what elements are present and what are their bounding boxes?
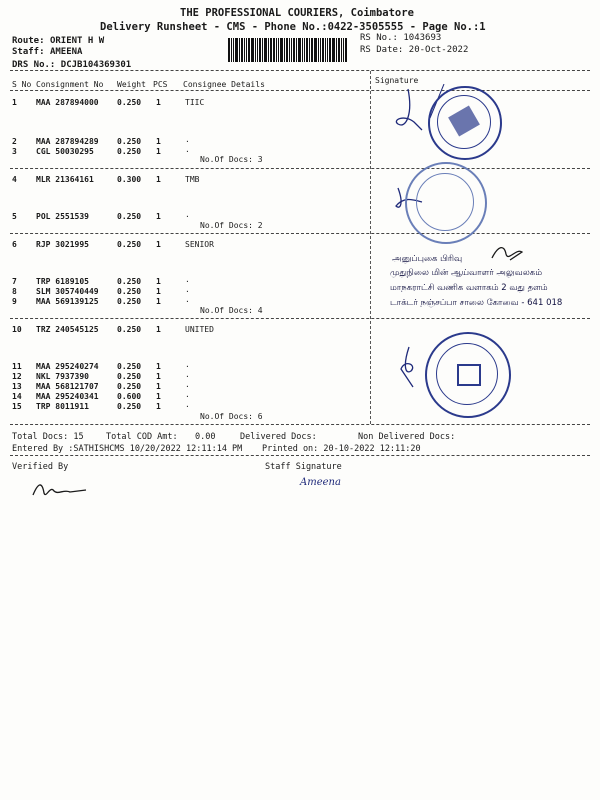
barcode-bar <box>286 38 288 62</box>
consignment-no: MAA 569139125 <box>36 297 99 306</box>
footer-separator <box>10 455 590 456</box>
barcode-bar <box>228 38 230 62</box>
signature-group-4 <box>395 345 425 390</box>
runsheet-subtitle: Delivery Runsheet - CMS - Phone No.:0422-3505555 - Page No.:1 <box>100 21 486 33</box>
sno: 1 <box>12 98 17 107</box>
pcs: 1 <box>156 240 161 249</box>
barcode-bar <box>327 38 328 62</box>
non-delivered-docs: Non Delivered Docs: <box>358 432 456 442</box>
barcode-bar <box>251 38 254 62</box>
barcode-bar <box>293 38 295 62</box>
barcode-bar <box>341 38 342 62</box>
group-separator <box>10 168 590 169</box>
verified-signature <box>30 475 90 501</box>
consignee-name: SENIOR <box>185 240 214 249</box>
barcode-bar <box>244 38 245 62</box>
sno: 14 <box>12 392 22 401</box>
no-of-docs: No.Of Docs: 2 <box>200 221 263 230</box>
delivered-docs: Delivered Docs: <box>240 432 317 442</box>
barcode-bar <box>322 38 324 62</box>
barcode-bar <box>231 38 232 62</box>
barcode-bar <box>336 38 337 62</box>
weight: 0.250 <box>117 325 142 334</box>
entered-by: Entered By :SATHISHCMS 10/20/2022 12:11:14 PM <box>12 444 243 454</box>
barcode-bar <box>311 38 313 62</box>
col-sno: S No <box>12 80 32 89</box>
barcode-bar <box>235 38 238 62</box>
col-consignee: Consignee Details <box>183 80 265 89</box>
pcs: 1 <box>156 277 161 286</box>
sno: 11 <box>12 362 22 371</box>
consignment-no: TRZ 240545125 <box>36 325 99 334</box>
pcs: 1 <box>156 362 161 371</box>
pcs: 1 <box>156 382 161 391</box>
signature-column-divider <box>370 71 371 424</box>
col-consignment: Consignment No <box>36 80 104 89</box>
sno: 15 <box>12 402 22 411</box>
barcode-bar <box>257 38 258 62</box>
consignment-no: MAA 295240341 <box>36 392 99 401</box>
consignee-dot: . <box>185 145 190 154</box>
united-stamp <box>425 332 511 418</box>
rs-no-value: 1043693 <box>403 33 442 43</box>
signature-group-3 <box>488 240 528 266</box>
barcode-bar <box>270 38 272 62</box>
barcode-bar <box>325 38 326 62</box>
sno: 12 <box>12 372 22 381</box>
consignment-no: SLM 305740449 <box>36 287 99 296</box>
no-of-docs: No.Of Docs: 4 <box>200 306 263 315</box>
barcode-bar <box>276 38 277 62</box>
barcode-bar <box>304 38 305 62</box>
consignment-no: POL 2551539 <box>36 212 89 221</box>
drs-value: DCJB104369301 <box>60 60 132 70</box>
weight: 0.250 <box>117 240 142 249</box>
pcs: 1 <box>156 287 161 296</box>
sno: 8 <box>12 287 17 296</box>
pcs: 1 <box>156 402 161 411</box>
barcode-bar <box>248 38 250 62</box>
tiic-stamp <box>428 86 502 160</box>
pcs: 1 <box>156 137 161 146</box>
col-signature: Signature <box>375 76 419 85</box>
sno: 6 <box>12 240 17 249</box>
pcs: 1 <box>156 392 161 401</box>
sno: 7 <box>12 277 17 286</box>
weight: 0.250 <box>117 147 142 156</box>
weight: 0.250 <box>117 362 142 371</box>
consignment-no: RJP 3021995 <box>36 240 89 249</box>
staff-signature-label: Staff Signature <box>265 462 342 472</box>
tamil-stamp-line-4: டாக்டர் நஞ்சப்பா சாலை கோவை - 641 018 <box>390 298 563 308</box>
consignment-no: TRP 8011911 <box>36 402 89 411</box>
pcs: 1 <box>156 297 161 306</box>
rs-no-line: RS No.: 1043693 <box>360 33 442 43</box>
sno: 4 <box>12 175 17 184</box>
header-separator <box>10 90 590 91</box>
group-separator <box>10 424 590 425</box>
route-line: Route: ORIENT H W <box>12 36 105 46</box>
total-docs: Total Docs: 15 <box>12 432 84 442</box>
consignee-dot: . <box>185 370 190 379</box>
staff-value: AMEENA <box>49 47 83 57</box>
consignee-dot: . <box>185 380 190 389</box>
group-separator <box>10 318 590 319</box>
consignee-name: TMB <box>185 175 200 184</box>
weight: 0.250 <box>117 287 142 296</box>
consignment-no: MAA 287894000 <box>36 98 99 107</box>
route-value: ORIENT H W <box>49 36 105 46</box>
barcode-bar <box>320 38 321 62</box>
consignee-name: TIIC <box>185 98 205 107</box>
weight: 0.250 <box>117 372 142 381</box>
barcode-bar <box>241 38 243 62</box>
pcs: 1 <box>156 372 161 381</box>
weight: 0.250 <box>117 402 142 411</box>
barcode-bar <box>318 38 319 62</box>
consignee-dot: . <box>185 135 190 144</box>
pcs: 1 <box>156 175 161 184</box>
consignee-dot: . <box>185 210 190 219</box>
barcode-bar <box>296 38 297 62</box>
barcode-bar <box>338 38 340 62</box>
barcode-bar <box>329 38 331 62</box>
barcode-bar <box>233 38 234 62</box>
barcode <box>228 38 354 62</box>
sno: 2 <box>12 137 17 146</box>
pcs: 1 <box>156 325 161 334</box>
pcs: 1 <box>156 98 161 107</box>
weight: 0.250 <box>117 98 142 107</box>
consignee-dot: . <box>185 275 190 284</box>
consignment-no: MAA 568121707 <box>36 382 99 391</box>
printed-on: Printed on: 20-10-2022 12:11:20 <box>262 444 421 454</box>
col-weight: Weight <box>117 80 146 89</box>
weight: 0.250 <box>117 382 142 391</box>
total-cod-label: Total COD Amt: <box>106 432 178 442</box>
weight: 0.600 <box>117 392 142 401</box>
barcode-bar <box>278 38 279 62</box>
barcode-bar <box>289 38 290 62</box>
sno: 9 <box>12 297 17 306</box>
barcode-bar <box>309 38 310 62</box>
sno: 3 <box>12 147 17 156</box>
barcode-bar <box>291 38 292 62</box>
drs-line: DRS No.: DCJB104369301 <box>12 60 132 70</box>
staff-handwritten-signature: Ameena <box>300 477 341 488</box>
consignee-dot: . <box>185 360 190 369</box>
consignment-no: TRP 6189105 <box>36 277 89 286</box>
consignment-no: MLR 21364161 <box>36 175 94 184</box>
consignment-no: CGL 50030295 <box>36 147 94 156</box>
consignee-name: UNITED <box>185 325 214 334</box>
barcode-bar <box>268 38 269 62</box>
barcode-bar <box>314 38 317 62</box>
tmb-stamp <box>405 162 487 244</box>
tamil-stamp-line-3: மாநகராட்சி வணிக வளாகம் 2 வது தளம் <box>390 283 548 293</box>
weight: 0.250 <box>117 297 142 306</box>
consignment-no: MAA 295240274 <box>36 362 99 371</box>
barcode-bar <box>246 38 247 62</box>
col-pcs: PCS <box>153 80 168 89</box>
consignee-dot: . <box>185 400 190 409</box>
company-title: THE PROFESSIONAL COURIERS, Coimbatore <box>180 7 414 19</box>
barcode-bar <box>343 38 344 62</box>
consignee-dot: . <box>185 295 190 304</box>
rs-date-value: 20-Oct-2022 <box>408 45 469 55</box>
top-separator <box>10 70 590 71</box>
weight: 0.250 <box>117 137 142 146</box>
consignment-no: MAA 287894289 <box>36 137 99 146</box>
weight: 0.250 <box>117 212 142 221</box>
rs-date-line: RS Date: 20-Oct-2022 <box>360 45 469 55</box>
no-of-docs: No.Of Docs: 3 <box>200 155 263 164</box>
consignment-no: NKL 7937390 <box>36 372 89 381</box>
sno: 13 <box>12 382 22 391</box>
barcode-bar <box>255 38 256 62</box>
weight: 0.250 <box>117 277 142 286</box>
consignee-dot: . <box>185 285 190 294</box>
group-separator <box>10 233 590 234</box>
verified-by-label: Verified By <box>12 462 69 472</box>
pcs: 1 <box>156 212 161 221</box>
weight: 0.300 <box>117 175 142 184</box>
staff-line: Staff: AMEENA <box>12 47 83 57</box>
barcode-bar <box>259 38 261 62</box>
barcode-bar <box>302 38 303 62</box>
tamil-stamp-line-1: அனுப்புகை பிரிவு <box>392 254 463 264</box>
tamil-stamp-line-2: முதுநிலை மின் ஆய்வாளர் அலுவலகம் <box>390 268 543 278</box>
total-cod-value: 0.00 <box>195 432 216 442</box>
barcode-bar <box>262 38 263 62</box>
barcode-bar <box>345 38 347 62</box>
barcode-bar <box>298 38 301 62</box>
barcode-bar <box>332 38 335 62</box>
barcode-bar <box>239 38 240 62</box>
barcode-bar <box>306 38 308 62</box>
consignee-dot: . <box>185 390 190 399</box>
no-of-docs: No.Of Docs: 6 <box>200 412 263 421</box>
barcode-bar <box>273 38 275 62</box>
barcode-bar <box>280 38 283 62</box>
barcode-bar <box>284 38 285 62</box>
sno: 10 <box>12 325 22 334</box>
barcode-bar <box>264 38 267 62</box>
sno: 5 <box>12 212 17 221</box>
pcs: 1 <box>156 147 161 156</box>
